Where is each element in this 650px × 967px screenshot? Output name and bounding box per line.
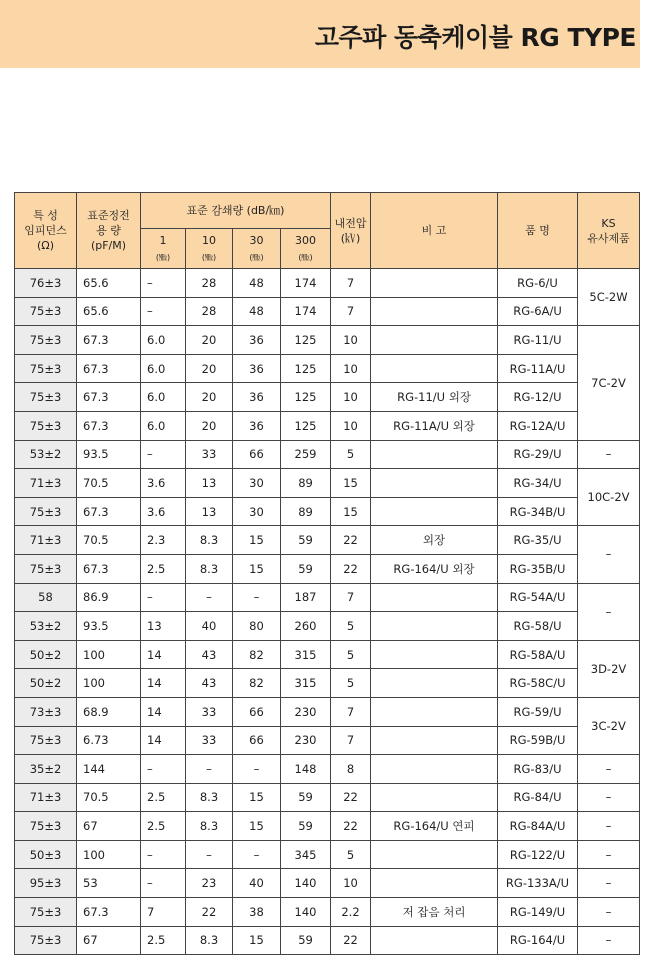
attenuation-300mhz-cell: 59: [281, 526, 331, 555]
voltage-cell: 2.2: [331, 898, 371, 927]
capacitance-cell: 70.5: [77, 526, 141, 555]
attenuation-1mhz-cell: –: [141, 583, 186, 612]
remark-cell: [371, 269, 498, 298]
attenuation-1mhz-cell: 7: [141, 898, 186, 927]
part-name-cell: RG-122/U: [498, 840, 578, 869]
attenuation-10mhz-cell: 43: [186, 640, 233, 669]
part-name-cell: RG-54A/U: [498, 583, 578, 612]
attenuation-1mhz-cell: –: [141, 755, 186, 784]
impedance-cell: 75±3: [15, 326, 77, 355]
attenuation-1mhz-cell: 6.0: [141, 411, 186, 440]
attenuation-30mhz-cell: 15: [233, 812, 281, 841]
impedance-cell: 75±3: [15, 898, 77, 927]
impedance-cell: 35±2: [15, 755, 77, 784]
attenuation-1mhz-cell: 2.5: [141, 926, 186, 955]
impedance-cell: 53±2: [15, 440, 77, 469]
impedance-cell: 75±3: [15, 383, 77, 412]
ks-equivalent-cell: –: [578, 869, 640, 898]
impedance-cell: 76±3: [15, 269, 77, 298]
ks-equivalent-cell: –: [578, 440, 640, 469]
attenuation-300mhz-cell: 174: [281, 269, 331, 298]
table-row: [15, 783, 640, 812]
part-name-cell: RG-133A/U: [498, 869, 578, 898]
part-name-cell: RG-59B/U: [498, 726, 578, 755]
impedance-cell: 75±3: [15, 297, 77, 326]
attenuation-1mhz-cell: 6.0: [141, 354, 186, 383]
ks-equivalent-cell: –: [578, 926, 640, 955]
attenuation-10mhz-cell: –: [186, 840, 233, 869]
attenuation-30mhz-cell: 40: [233, 869, 281, 898]
attenuation-300mhz-cell: 315: [281, 669, 331, 698]
attenuation-300mhz-cell: 125: [281, 354, 331, 383]
remark-cell: [371, 726, 498, 755]
attenuation-10mhz-cell: 20: [186, 383, 233, 412]
voltage-cell: 22: [331, 554, 371, 583]
voltage-cell: 7: [331, 297, 371, 326]
header-freq-300: 300 (㎒): [281, 229, 331, 269]
capacitance-cell: 67.3: [77, 497, 141, 526]
attenuation-10mhz-cell: –: [186, 583, 233, 612]
remark-cell: [371, 783, 498, 812]
attenuation-30mhz-cell: –: [233, 840, 281, 869]
attenuation-300mhz-cell: 230: [281, 697, 331, 726]
table-row: [15, 697, 640, 726]
part-name-cell: RG-84A/U: [498, 812, 578, 841]
remark-cell: RG-11/U 외장: [371, 383, 498, 412]
remark-cell: [371, 840, 498, 869]
attenuation-1mhz-cell: 2.5: [141, 554, 186, 583]
attenuation-30mhz-cell: –: [233, 755, 281, 784]
impedance-cell: 75±3: [15, 411, 77, 440]
attenuation-10mhz-cell: 8.3: [186, 526, 233, 555]
attenuation-10mhz-cell: 20: [186, 326, 233, 355]
ks-equivalent-cell: –: [578, 783, 640, 812]
attenuation-30mhz-cell: 48: [233, 269, 281, 298]
ks-equivalent-cell: –: [578, 583, 640, 640]
attenuation-1mhz-cell: 14: [141, 640, 186, 669]
header-freq-10: 10 (㎒): [186, 229, 233, 269]
remark-cell: 저 잡음 처리: [371, 898, 498, 927]
capacitance-cell: 86.9: [77, 583, 141, 612]
table-row: [15, 926, 640, 955]
attenuation-30mhz-cell: 15: [233, 554, 281, 583]
remark-cell: RG-11A/U 외장: [371, 411, 498, 440]
capacitance-cell: 67: [77, 926, 141, 955]
impedance-cell: 75±3: [15, 497, 77, 526]
voltage-cell: 10: [331, 411, 371, 440]
remark-cell: RG-164/U 외장: [371, 554, 498, 583]
attenuation-1mhz-cell: –: [141, 269, 186, 298]
attenuation-10mhz-cell: 13: [186, 497, 233, 526]
attenuation-10mhz-cell: 8.3: [186, 554, 233, 583]
header-freq-30: 30 (㎒): [233, 229, 281, 269]
attenuation-300mhz-cell: 125: [281, 326, 331, 355]
impedance-cell: 71±3: [15, 783, 77, 812]
capacitance-cell: 93.5: [77, 612, 141, 641]
part-name-cell: RG-83/U: [498, 755, 578, 784]
attenuation-1mhz-cell: 14: [141, 726, 186, 755]
impedance-cell: 75±3: [15, 926, 77, 955]
remark-cell: [371, 440, 498, 469]
attenuation-30mhz-cell: 36: [233, 354, 281, 383]
attenuation-30mhz-cell: 15: [233, 783, 281, 812]
attenuation-10mhz-cell: 43: [186, 669, 233, 698]
part-name-cell: RG-58A/U: [498, 640, 578, 669]
page-title: 고주파 동축케이블 RG TYPE: [314, 23, 636, 52]
voltage-cell: 5: [331, 840, 371, 869]
table-row: [15, 554, 640, 583]
attenuation-10mhz-cell: 20: [186, 354, 233, 383]
part-name-cell: RG-12/U: [498, 383, 578, 412]
remark-cell: [371, 926, 498, 955]
part-name-cell: RG-11/U: [498, 326, 578, 355]
attenuation-300mhz-cell: 140: [281, 869, 331, 898]
attenuation-10mhz-cell: 40: [186, 612, 233, 641]
remark-cell: [371, 583, 498, 612]
table-header: [15, 193, 640, 269]
attenuation-30mhz-cell: 38: [233, 898, 281, 927]
capacitance-cell: 68.9: [77, 697, 141, 726]
remark-cell: [371, 640, 498, 669]
remark-cell: [371, 612, 498, 641]
attenuation-30mhz-cell: 80: [233, 612, 281, 641]
attenuation-30mhz-cell: 66: [233, 440, 281, 469]
table-row: [15, 898, 640, 927]
attenuation-30mhz-cell: 36: [233, 326, 281, 355]
ks-equivalent-cell: –: [578, 755, 640, 784]
impedance-cell: 50±2: [15, 640, 77, 669]
attenuation-1mhz-cell: 14: [141, 669, 186, 698]
attenuation-1mhz-cell: 13: [141, 612, 186, 641]
attenuation-30mhz-cell: 15: [233, 926, 281, 955]
voltage-cell: 22: [331, 926, 371, 955]
attenuation-10mhz-cell: 20: [186, 411, 233, 440]
voltage-cell: 10: [331, 869, 371, 898]
attenuation-10mhz-cell: –: [186, 755, 233, 784]
remark-cell: [371, 669, 498, 698]
part-name-cell: RG-84/U: [498, 783, 578, 812]
voltage-cell: 15: [331, 497, 371, 526]
part-name-cell: RG-6A/U: [498, 297, 578, 326]
table-row: [15, 469, 640, 498]
attenuation-10mhz-cell: 33: [186, 440, 233, 469]
impedance-cell: 50±3: [15, 840, 77, 869]
voltage-cell: 5: [331, 669, 371, 698]
impedance-cell: 75±3: [15, 554, 77, 583]
remark-cell: [371, 497, 498, 526]
attenuation-1mhz-cell: 3.6: [141, 497, 186, 526]
capacitance-cell: 93.5: [77, 440, 141, 469]
header-impedance: 특 성 임피던스 (Ω): [15, 193, 77, 269]
attenuation-1mhz-cell: 6.0: [141, 383, 186, 412]
table-row: [15, 583, 640, 612]
voltage-cell: 5: [331, 440, 371, 469]
voltage-cell: 22: [331, 526, 371, 555]
part-name-cell: RG-34/U: [498, 469, 578, 498]
table-row: [15, 411, 640, 440]
attenuation-300mhz-cell: 148: [281, 755, 331, 784]
attenuation-10mhz-cell: 8.3: [186, 783, 233, 812]
part-name-cell: RG-35/U: [498, 526, 578, 555]
capacitance-cell: 53: [77, 869, 141, 898]
impedance-cell: 53±2: [15, 612, 77, 641]
attenuation-30mhz-cell: 36: [233, 411, 281, 440]
attenuation-1mhz-cell: –: [141, 869, 186, 898]
ks-equivalent-cell: –: [578, 840, 640, 869]
capacitance-cell: 67.3: [77, 354, 141, 383]
attenuation-1mhz-cell: 6.0: [141, 326, 186, 355]
attenuation-30mhz-cell: 66: [233, 697, 281, 726]
attenuation-30mhz-cell: 30: [233, 469, 281, 498]
remark-cell: [371, 869, 498, 898]
capacitance-cell: 100: [77, 840, 141, 869]
capacitance-cell: 70.5: [77, 469, 141, 498]
impedance-cell: 71±3: [15, 469, 77, 498]
remark-cell: [371, 469, 498, 498]
attenuation-300mhz-cell: 187: [281, 583, 331, 612]
attenuation-300mhz-cell: 260: [281, 612, 331, 641]
voltage-cell: 22: [331, 812, 371, 841]
impedance-cell: 75±3: [15, 354, 77, 383]
table-row: [15, 869, 640, 898]
attenuation-10mhz-cell: 8.3: [186, 926, 233, 955]
attenuation-300mhz-cell: 59: [281, 783, 331, 812]
part-name-cell: RG-29/U: [498, 440, 578, 469]
table-row: [15, 297, 640, 326]
capacitance-cell: 65.6: [77, 269, 141, 298]
title-banner: [0, 0, 640, 68]
voltage-cell: 15: [331, 469, 371, 498]
capacitance-cell: 67: [77, 812, 141, 841]
attenuation-300mhz-cell: 174: [281, 297, 331, 326]
impedance-cell: 50±2: [15, 669, 77, 698]
voltage-cell: 7: [331, 697, 371, 726]
part-name-cell: RG-12A/U: [498, 411, 578, 440]
header-remark: 비 고: [371, 193, 498, 269]
table-row: [15, 812, 640, 841]
table-row: [15, 612, 640, 641]
impedance-cell: 75±3: [15, 812, 77, 841]
table-body: [15, 269, 640, 955]
attenuation-30mhz-cell: –: [233, 583, 281, 612]
attenuation-30mhz-cell: 36: [233, 383, 281, 412]
attenuation-300mhz-cell: 230: [281, 726, 331, 755]
capacitance-cell: 144: [77, 755, 141, 784]
attenuation-1mhz-cell: 2.5: [141, 783, 186, 812]
attenuation-10mhz-cell: 23: [186, 869, 233, 898]
header-attenuation: 표준 감쇄량 (dB/㎞): [141, 193, 331, 229]
impedance-cell: 58: [15, 583, 77, 612]
part-name-cell: RG-34B/U: [498, 497, 578, 526]
attenuation-10mhz-cell: 33: [186, 697, 233, 726]
attenuation-300mhz-cell: 259: [281, 440, 331, 469]
remark-cell: [371, 297, 498, 326]
attenuation-300mhz-cell: 59: [281, 812, 331, 841]
remark-cell: [371, 755, 498, 784]
attenuation-30mhz-cell: 48: [233, 297, 281, 326]
attenuation-10mhz-cell: 8.3: [186, 812, 233, 841]
voltage-cell: 8: [331, 755, 371, 784]
capacitance-cell: 100: [77, 640, 141, 669]
part-name-cell: RG-6/U: [498, 269, 578, 298]
part-name-cell: RG-58/U: [498, 612, 578, 641]
capacitance-cell: 67.3: [77, 411, 141, 440]
attenuation-300mhz-cell: 125: [281, 383, 331, 412]
spec-table: [14, 192, 640, 955]
attenuation-300mhz-cell: 315: [281, 640, 331, 669]
header-voltage: 내전압 (㎸): [331, 193, 371, 269]
attenuation-30mhz-cell: 66: [233, 726, 281, 755]
voltage-cell: 7: [331, 726, 371, 755]
attenuation-1mhz-cell: 14: [141, 697, 186, 726]
voltage-cell: 5: [331, 612, 371, 641]
attenuation-1mhz-cell: 2.5: [141, 812, 186, 841]
attenuation-300mhz-cell: 59: [281, 554, 331, 583]
capacitance-cell: 100: [77, 669, 141, 698]
header-capacitance: 표준정전 용 량 (pF/M): [77, 193, 141, 269]
voltage-cell: 7: [331, 583, 371, 612]
impedance-cell: 75±3: [15, 726, 77, 755]
table-row: [15, 669, 640, 698]
part-name-cell: RG-59/U: [498, 697, 578, 726]
part-name-cell: RG-58C/U: [498, 669, 578, 698]
attenuation-1mhz-cell: 3.6: [141, 469, 186, 498]
impedance-cell: 73±3: [15, 697, 77, 726]
capacitance-cell: 67.3: [77, 554, 141, 583]
attenuation-10mhz-cell: 22: [186, 898, 233, 927]
voltage-cell: 10: [331, 326, 371, 355]
ks-equivalent-cell: –: [578, 812, 640, 841]
remark-cell: RG-164/U 연피: [371, 812, 498, 841]
header-freq-1: 1 (㎒): [141, 229, 186, 269]
voltage-cell: 7: [331, 269, 371, 298]
header-ks: KS 유사제품: [578, 193, 640, 269]
attenuation-10mhz-cell: 28: [186, 269, 233, 298]
remark-cell: 외장: [371, 526, 498, 555]
attenuation-1mhz-cell: –: [141, 440, 186, 469]
attenuation-10mhz-cell: 33: [186, 726, 233, 755]
attenuation-10mhz-cell: 13: [186, 469, 233, 498]
ks-equivalent-cell: 3C-2V: [578, 697, 640, 754]
table-row: [15, 840, 640, 869]
ks-equivalent-cell: 7C-2V: [578, 326, 640, 440]
attenuation-300mhz-cell: 89: [281, 497, 331, 526]
attenuation-30mhz-cell: 30: [233, 497, 281, 526]
part-name-cell: RG-11A/U: [498, 354, 578, 383]
ks-equivalent-cell: 5C-2W: [578, 269, 640, 326]
attenuation-300mhz-cell: 345: [281, 840, 331, 869]
remark-cell: [371, 354, 498, 383]
voltage-cell: 10: [331, 383, 371, 412]
attenuation-30mhz-cell: 82: [233, 640, 281, 669]
attenuation-30mhz-cell: 82: [233, 669, 281, 698]
table-row: [15, 640, 640, 669]
table-row: [15, 497, 640, 526]
voltage-cell: 22: [331, 783, 371, 812]
impedance-cell: 95±3: [15, 869, 77, 898]
voltage-cell: 5: [331, 640, 371, 669]
table-row: [15, 326, 640, 355]
table-row: [15, 755, 640, 784]
attenuation-1mhz-cell: –: [141, 297, 186, 326]
attenuation-10mhz-cell: 28: [186, 297, 233, 326]
ks-equivalent-cell: –: [578, 526, 640, 583]
table-row: [15, 726, 640, 755]
capacitance-cell: 65.6: [77, 297, 141, 326]
table-row: [15, 354, 640, 383]
table-row: [15, 383, 640, 412]
part-name-cell: RG-164/U: [498, 926, 578, 955]
voltage-cell: 10: [331, 354, 371, 383]
part-name-cell: RG-149/U: [498, 898, 578, 927]
remark-cell: [371, 326, 498, 355]
attenuation-30mhz-cell: 15: [233, 526, 281, 555]
part-name-cell: RG-35B/U: [498, 554, 578, 583]
attenuation-1mhz-cell: 2.3: [141, 526, 186, 555]
table-row: [15, 526, 640, 555]
capacitance-cell: 67.3: [77, 383, 141, 412]
header-part: 품 명: [498, 193, 578, 269]
capacitance-cell: 67.3: [77, 898, 141, 927]
attenuation-300mhz-cell: 59: [281, 926, 331, 955]
impedance-cell: 71±3: [15, 526, 77, 555]
table-row: [15, 269, 640, 298]
capacitance-cell: 67.3: [77, 326, 141, 355]
attenuation-300mhz-cell: 125: [281, 411, 331, 440]
table-row: [15, 440, 640, 469]
capacitance-cell: 6.73: [77, 726, 141, 755]
capacitance-cell: 70.5: [77, 783, 141, 812]
ks-equivalent-cell: –: [578, 898, 640, 927]
ks-equivalent-cell: 10C-2V: [578, 469, 640, 526]
attenuation-300mhz-cell: 140: [281, 898, 331, 927]
attenuation-300mhz-cell: 89: [281, 469, 331, 498]
ks-equivalent-cell: 3D-2V: [578, 640, 640, 697]
remark-cell: [371, 697, 498, 726]
attenuation-1mhz-cell: –: [141, 840, 186, 869]
